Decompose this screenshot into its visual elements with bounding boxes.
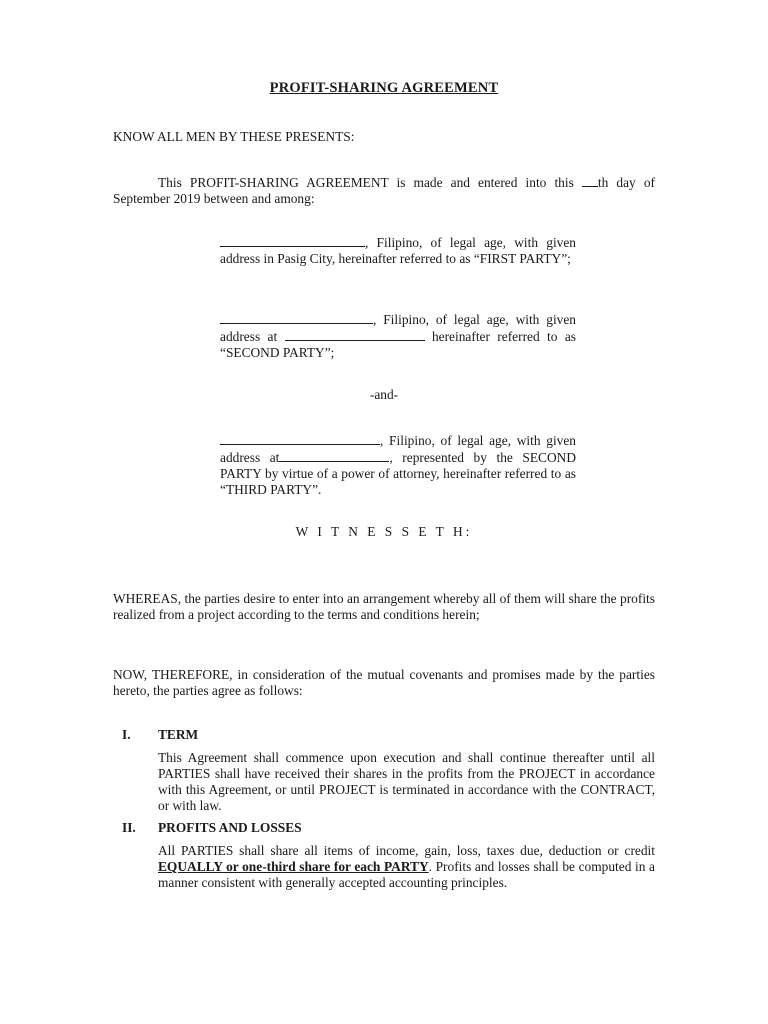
section-2-body-pre: All PARTIES shall share all items of income, gain, loss, taxes due, deduction or credit [158, 843, 655, 858]
intro-text-2: day of September 2019 between and among: [113, 175, 655, 206]
intro-paragraph [113, 174, 655, 207]
section-2-title: PROFITS AND LOSSES [158, 820, 302, 835]
third-party-address-blank [279, 449, 389, 462]
intro-blank-suffix: th [597, 175, 609, 190]
third-party-text-2: , represented by the SECOND PARTY by virtue of a power of attorney, hereinafter referred to as “THIRD PARTY”. [220, 450, 576, 497]
third-party-paragraph [220, 432, 576, 498]
second-party-address-blank [285, 328, 425, 341]
second-party-paragraph [220, 311, 576, 361]
second-party-text-1: , Filipino, of legal age, with given address at [220, 312, 576, 344]
first-party-name-blank [220, 234, 365, 247]
now-therefore-clause: NOW, THEREFORE, in consideration of the mutual covenants and promises made by the parties hereto, the parties agree as follows: [113, 667, 655, 698]
date-blank [582, 174, 598, 187]
third-party-text-1: , Filipino, of legal age, with given address at [220, 433, 576, 465]
section-2-body-post: . Profits and losses shall be computed in a manner consistent with generally accepted accounting principles. [158, 859, 655, 890]
whereas-clause: WHEREAS, the parties desire to enter into an arrangement whereby all of them will share the profits realized from a project according to the terms and conditions herein; [113, 591, 655, 622]
second-party-text-2: hereinafter referred to as “SECOND PARTY”; [220, 329, 576, 360]
and-separator: -and- [369, 387, 399, 402]
second-party-name-blank [220, 311, 373, 324]
first-party-paragraph [220, 234, 576, 267]
section-2-body [158, 843, 655, 891]
section-1-number: I. [122, 727, 131, 742]
witnesseth-heading: W I T N E S S E T H: [295, 524, 473, 539]
intro-text-1: This PROFIT-SHARING AGREEMENT is made and entered into this [158, 175, 574, 190]
third-party-name-blank [220, 432, 380, 445]
section-1-body: This Agreement shall commence upon execution and shall continue thereafter until all PARTIES shall have received their shares in the profits from the PROJECT in accordance with this Agreement, or until PROJECT is terminated in accordance with the CONTRACT, or with law. [158, 750, 655, 813]
section-2-emphasis: EQUALLY or one-third share for each PARTY [158, 859, 429, 874]
first-party-text: , Filipino, of legal age, with given address in Pasig City, hereinafter referred to as “FIRST PARTY”; [220, 235, 576, 266]
section-1-title: TERM [158, 727, 199, 742]
preamble: KNOW ALL MEN BY THESE PRESENTS: [113, 129, 355, 144]
section-2-number: II. [122, 820, 136, 835]
document-title: PROFIT-SHARING AGREEMENT [269, 80, 499, 96]
